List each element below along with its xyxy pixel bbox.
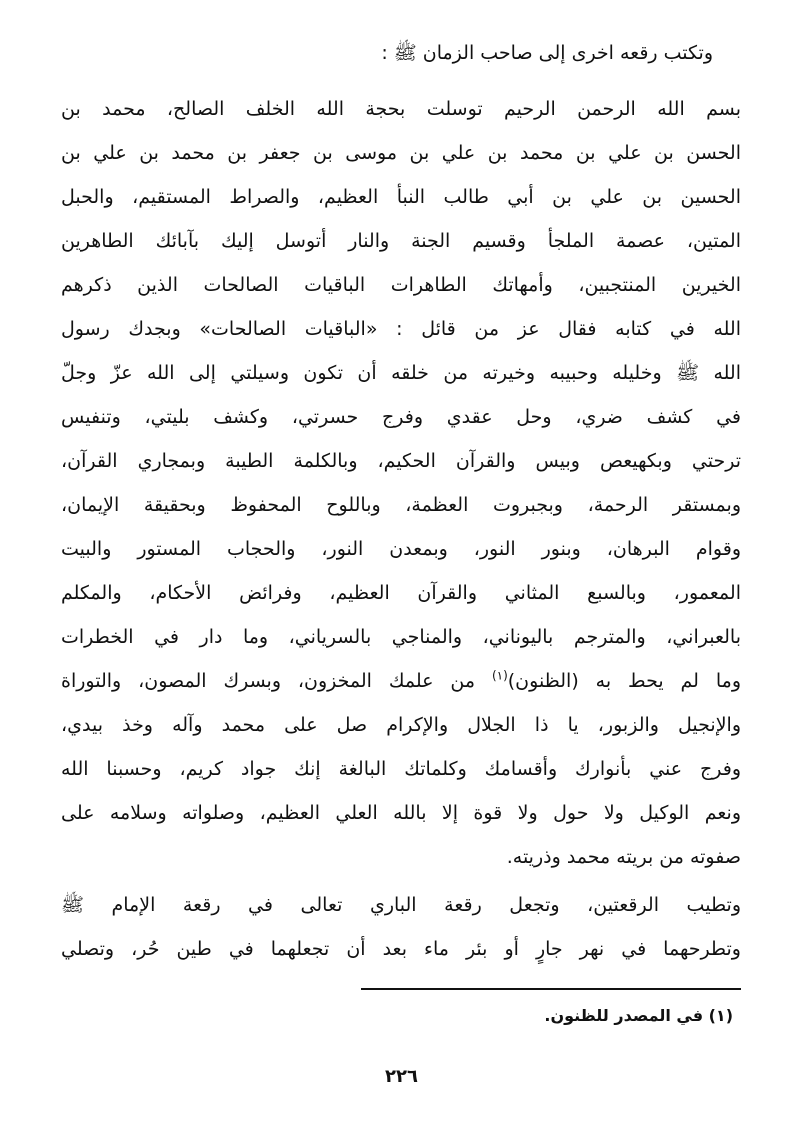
text-line: وفرج عني بأنوارك وأقسامك وكلماتك البالغة إنك جواد كريم، وحسبنا الله [61, 758, 741, 780]
text-line: الحسن بن علي بن محمد بن علي بن موسى بن جعفر بن محمد بن علي بن [61, 142, 741, 164]
text-line: ونعم الوكيل ولا حول ولا قوة إلا بالله العلي العظيم، وصلواته وسلامه على [61, 802, 741, 824]
footnote-marker: (١) [491, 668, 508, 683]
text-line: ترحتي وبكهيعص وبيس والقرآن الحكيم، وبالكلمة الطيبة وبمجاري القرآن، [61, 450, 741, 472]
text-line: الخيرين المنتجبين، وأمهاتك الطاهرات الباقيات الصالحات الذين ذكرهم [61, 274, 741, 296]
text-line: الله ﷺ وخليله وحبيبه وخيرته من خلقه أن تكون وسيلتي إلى الله عزّ وجلّ [61, 362, 741, 384]
text-line: وبمستقر الرحمة، وبجبروت العظمة، وباللوح المحفوظ وبحقيقة الإيمان، [61, 494, 741, 516]
text-line: في كشف ضري، وحل عقدي وفرج حسرتي، وكشف بليتي، وتنفيس [61, 406, 741, 428]
text-line: الله في كتابه فقال عز من قائل : «الباقيات الصالحات» وبجدك رسول [61, 318, 741, 340]
page-number: ٢٢٦ [385, 1066, 418, 1087]
text-line-with-footnote [61, 666, 741, 696]
section-heading: وتكتب رقعه اخرى إلى صاحب الزمان ﷺ : [381, 42, 713, 64]
text-line: بسم الله الرحمن الرحيم توسلت بحجة الله الخلف الصالح، محمد بن [61, 98, 741, 120]
text-line: وتطيب الرقعتين، وتجعل رقعة الباري تعالى في رقعة الإمام ﷺ [61, 894, 741, 916]
text-line: المعمور، وبالسبع المثاني والقرآن العظيم، وفرائض الأحكام، والمكلم [61, 582, 741, 604]
text-line-last: صفوته من بريته محمد وذريته. [506, 846, 741, 868]
text-line: الحسين بن علي بن أبي طالب النبأ العظيم، والصراط المستقيم، والحبل [61, 186, 741, 208]
text-segment: من علمك المخزون، وبسرك المصون، والتوراة [61, 670, 492, 692]
footnote: (١) في المصدر للظنون. [544, 1006, 733, 1025]
text-segment: وما لم يحط به (الظنون) [507, 670, 741, 692]
footnote-divider [361, 988, 741, 990]
text-line: وقوام البرهان، وبنور النور، وبمعدن النور، والحجاب المستور والبيت [61, 538, 741, 560]
text-line: بالعبراني، والمترجم باليوناني، والمناجي بالسرياني، وما دار في الخطرات [61, 626, 741, 648]
text-line: والإنجيل والزبور، يا ذا الجلال والإكرام صل على محمد وآله وخذ بيدي، [61, 714, 741, 736]
text-line: المتين، عصمة الملجأ وقسيم الجنة والنار أتوسل إليك بآبائك الطاهرين [61, 230, 741, 252]
text-line: وتطرحهما في نهر جارٍ أو بئر ماء بعد أن تجعلهما في طين حُر، وتصلي [61, 938, 741, 960]
